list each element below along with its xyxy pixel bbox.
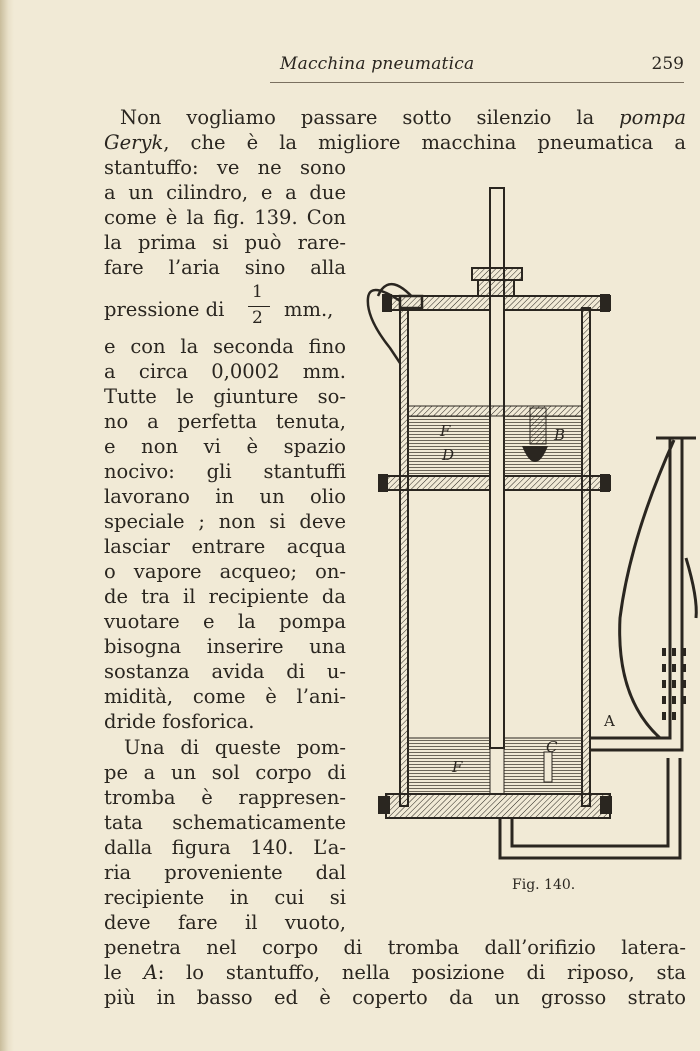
text-line: dalla figura 140. L’a- xyxy=(104,836,346,859)
fraction-numerator: 1 xyxy=(252,282,263,302)
text-line: a circa 0,0002 mm. xyxy=(104,360,346,383)
text-line: la prima si può rare- xyxy=(104,231,346,254)
text-line: come è la fig. 139. Con xyxy=(104,206,346,229)
text-line: Una di queste pom- xyxy=(124,736,346,759)
label-f-lower: F xyxy=(452,758,463,776)
text-line: speciale ; non si deve xyxy=(104,510,346,533)
text-line: sostanza avida di u- xyxy=(104,660,346,683)
text-line: bisogna inserire una xyxy=(104,635,346,658)
text-line: Tutte le giunture so- xyxy=(104,385,346,408)
text-line: penetra nel corpo di tromba dall’orifizio latera- xyxy=(104,936,686,959)
text-line: stantuffo: ve ne sono xyxy=(104,156,346,179)
page-gutter-shadow xyxy=(0,0,14,1051)
pump-diagram xyxy=(360,178,700,898)
text-line: lasciar entrare acqua xyxy=(104,535,346,558)
fraction-prefix: pressione di xyxy=(104,298,225,321)
page-number: 259 xyxy=(651,54,684,74)
text-line: le A: lo stantuffo, nella posizione di riposo, sta xyxy=(104,961,686,984)
fraction-bar xyxy=(248,306,270,307)
running-header xyxy=(270,52,684,83)
text-line: lavorano in un olio xyxy=(104,485,346,508)
text-line: e non vi è spazio xyxy=(104,435,346,458)
text-line: fare l’aria sino alla xyxy=(104,256,346,279)
label-f-upper: F xyxy=(440,422,451,440)
label-a: A xyxy=(604,712,615,730)
text-line: o vapore acqueo; on- xyxy=(104,560,346,583)
text-line: deve fare il vuoto, xyxy=(104,911,346,934)
text-line: tata schematicamente xyxy=(104,811,346,834)
label-b: B xyxy=(554,426,566,444)
text-line: nocivo: gli stantuffi xyxy=(104,460,346,483)
text-line: recipiente in cui si xyxy=(104,886,346,909)
text-line: pe a un sol corpo di xyxy=(104,761,346,784)
text-line: midità, come è l’ani- xyxy=(104,685,346,708)
running-title: Macchina pneumatica xyxy=(280,54,475,74)
text-line: dride fosforica. xyxy=(104,710,255,733)
text-line: più in basso ed è coperto da un grosso strato xyxy=(104,986,686,1009)
label-d: D xyxy=(442,446,455,464)
text-line: Geryk, che è la migliore macchina pneumatica a xyxy=(104,131,686,154)
text-line: Non vogliamo passare sotto silenzio la pompa xyxy=(120,106,686,129)
fraction-suffix: mm., xyxy=(284,298,334,321)
fraction-line xyxy=(104,282,346,338)
label-c: C xyxy=(546,738,558,756)
figure-caption: Fig. 140. xyxy=(512,877,576,893)
text-line: vuotare e la pompa xyxy=(104,610,346,633)
text-line: ria proveniente dal xyxy=(104,861,346,884)
text-line: tromba è rappresen- xyxy=(104,786,346,809)
fraction-denominator: 2 xyxy=(252,308,263,328)
text-line: no a perfetta tenuta, xyxy=(104,410,346,433)
pump-diagram-svg xyxy=(360,178,700,898)
text-line: de tra il recipiente da xyxy=(104,585,346,608)
text-line: e con la seconda fino xyxy=(104,335,346,358)
text-line: a un cilindro, e a due xyxy=(104,181,346,204)
